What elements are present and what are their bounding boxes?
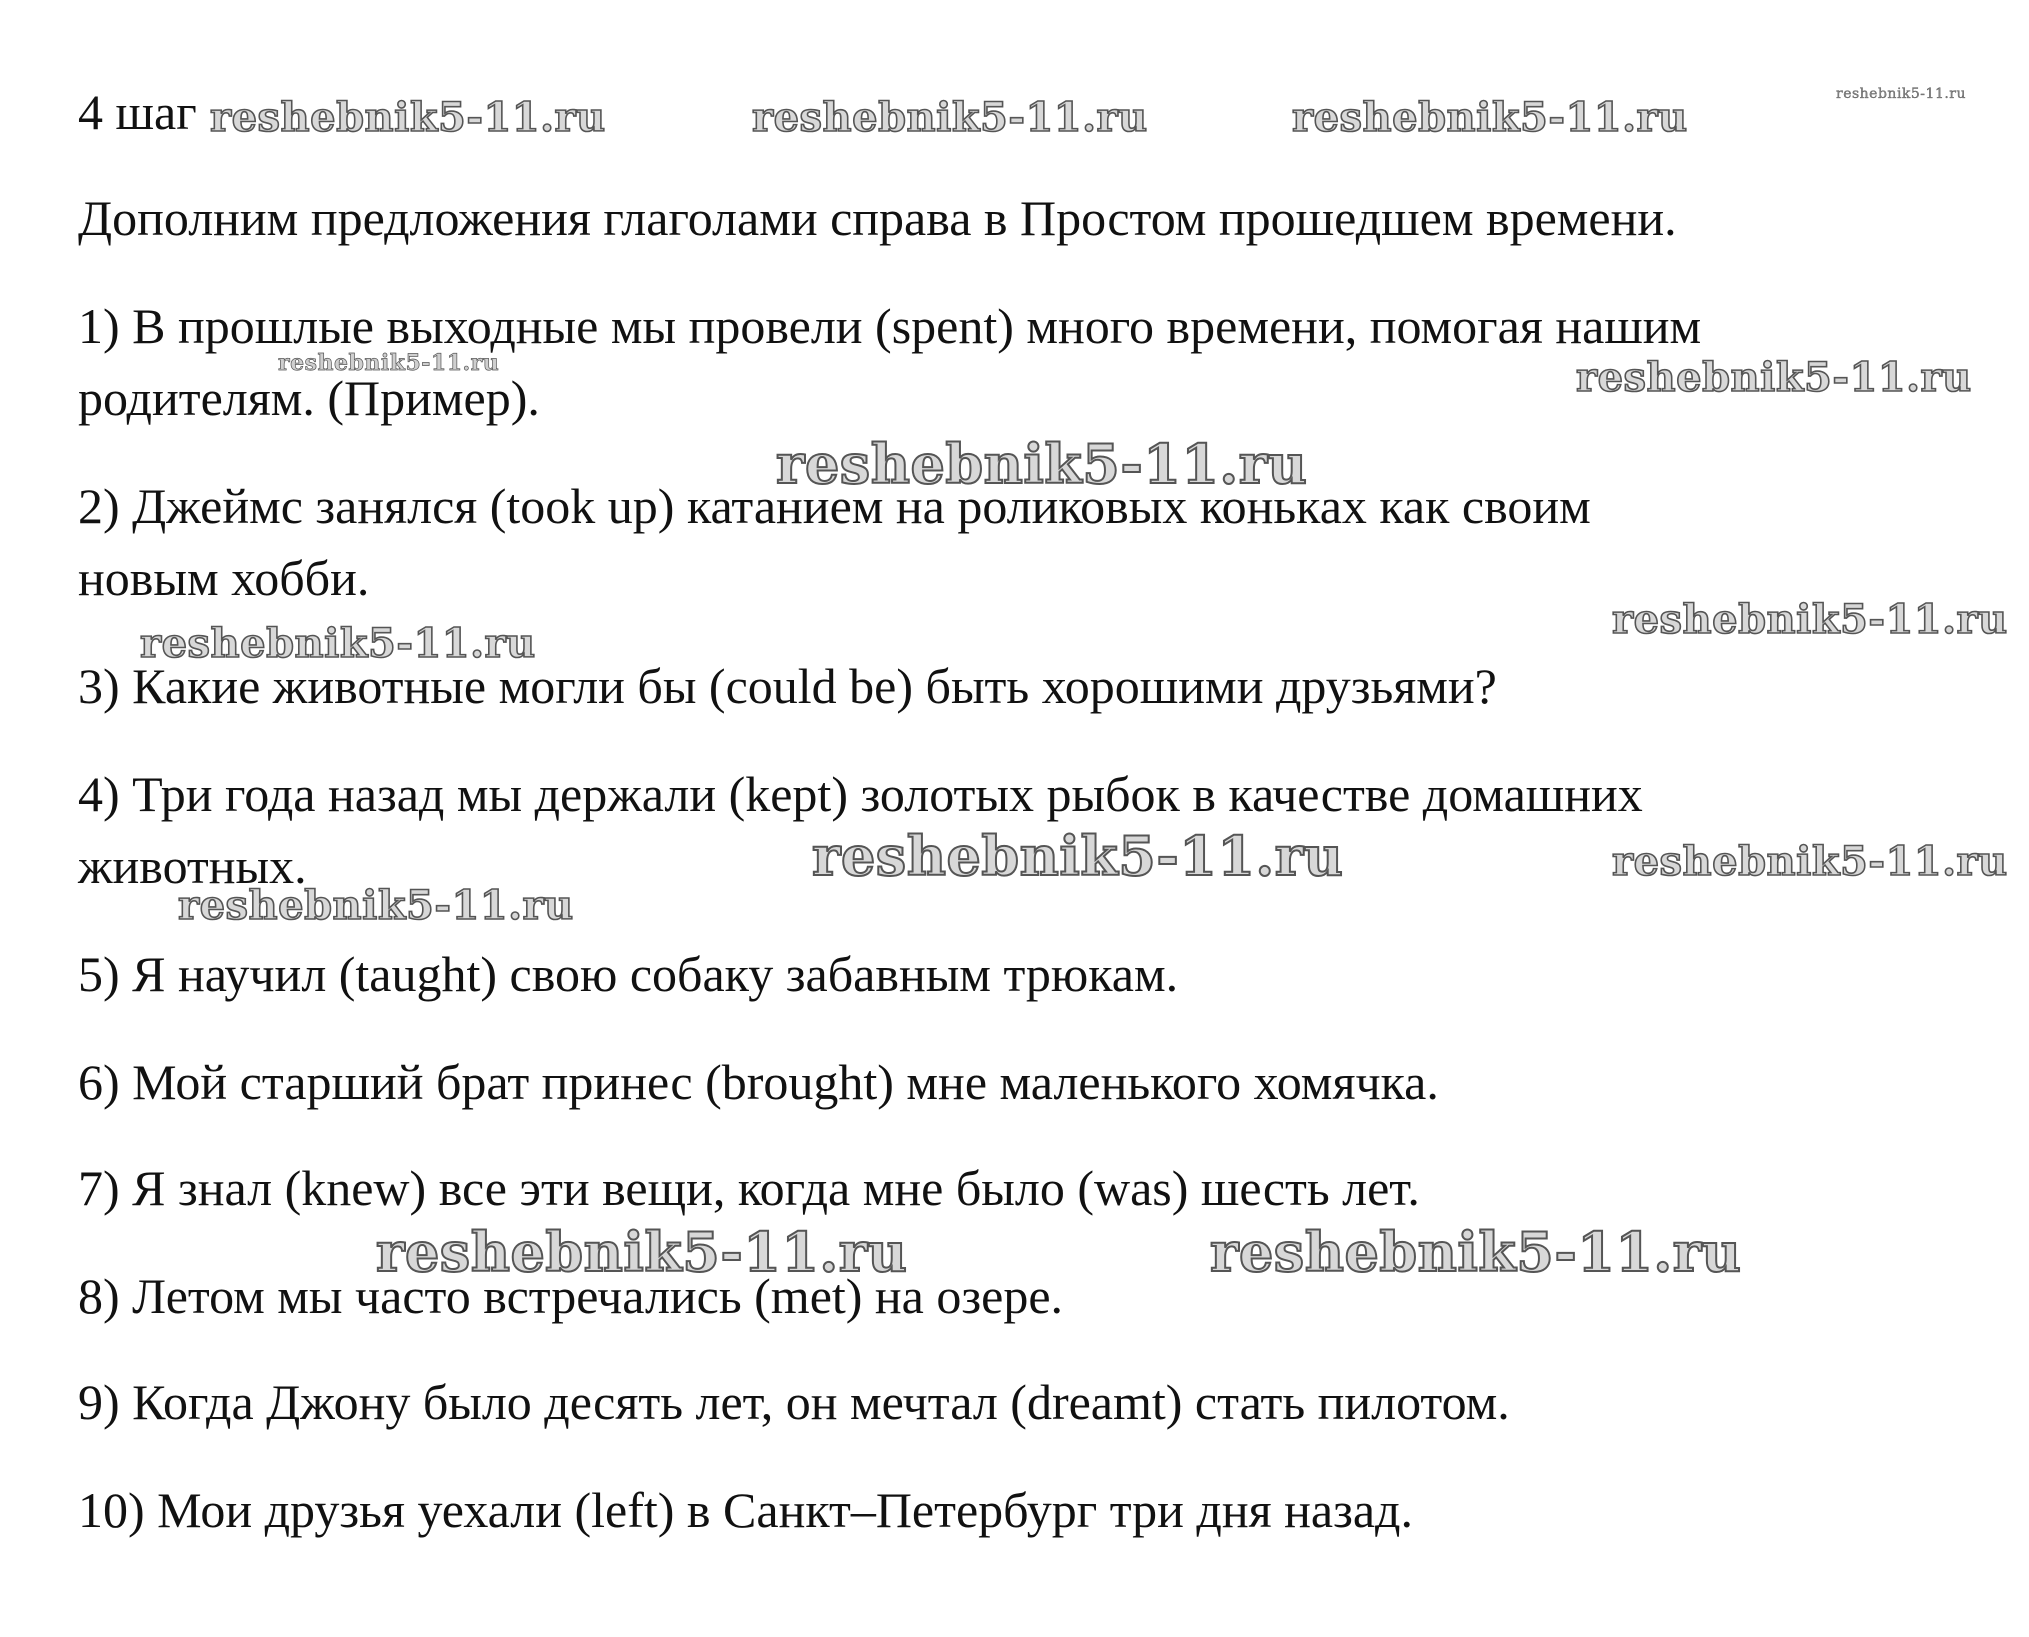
watermark: reshebnik5-11.ru <box>1836 86 1967 102</box>
watermark: reshebnik5-11.ru <box>140 620 536 667</box>
item-2-line-1: 2) Джеймс занялся (took up) катанием на роликовых коньках как своим <box>78 478 1591 534</box>
watermark: reshebnik5-11.ru <box>812 824 1344 888</box>
intro-text: Дополним предложения глаголами справа в Простом прошедшем времени. <box>78 190 1677 246</box>
watermark: reshebnik5-11.ru <box>752 94 1148 141</box>
watermark: reshebnik5-11.ru <box>178 882 574 929</box>
watermark: reshebnik5-11.ru <box>1576 354 1972 401</box>
item-9-line-1: 9) Когда Джону было десять лет, он мечтал (dreamt) стать пилотом. <box>78 1374 1510 1430</box>
item-1-line-2: родителям. (Пример). <box>78 370 540 426</box>
item-4-line-1: 4) Три года назад мы держали (kept) золотых рыбок в качестве домашних <box>78 766 1643 822</box>
item-4-line-2: животных. <box>78 838 307 894</box>
item-10-line-1: 10) Мои друзья уехали (left) в Санкт–Петербург три дня назад. <box>78 1482 1413 1538</box>
watermark: reshebnik5-11.ru <box>1612 838 2008 885</box>
heading: 4 шаг <box>78 84 197 140</box>
item-5-line-1: 5) Я научил (taught) свою собаку забавным трюкам. <box>78 946 1179 1002</box>
item-8-line-1: 8) Летом мы часто встречались (met) на озере. <box>78 1268 1064 1324</box>
item-1-line-1: 1) В прошлые выходные мы провели (spent) много времени, помогая нашим <box>78 298 1702 354</box>
watermark: reshebnik5-11.ru <box>1612 596 2008 643</box>
watermark: reshebnik5-11.ru <box>1210 1220 1742 1284</box>
watermark: reshebnik5-11.ru <box>210 94 606 141</box>
item-2-line-2: новым хобби. <box>78 550 370 606</box>
watermark: reshebnik5-11.ru <box>776 432 1308 496</box>
item-3-line-1: 3) Какие животные могли бы (could be) быть хорошими друзьями? <box>78 658 1497 714</box>
watermark: reshebnik5-11.ru <box>1292 94 1688 141</box>
item-6-line-1: 6) Мой старший брат принес (brought) мне маленького хомячка. <box>78 1054 1439 1110</box>
watermark: reshebnik5-11.ru <box>278 350 500 376</box>
item-7-line-1: 7) Я знал (knew) все эти вещи, когда мне было (was) шесть лет. <box>78 1160 1420 1216</box>
watermark: reshebnik5-11.ru <box>376 1220 908 1284</box>
